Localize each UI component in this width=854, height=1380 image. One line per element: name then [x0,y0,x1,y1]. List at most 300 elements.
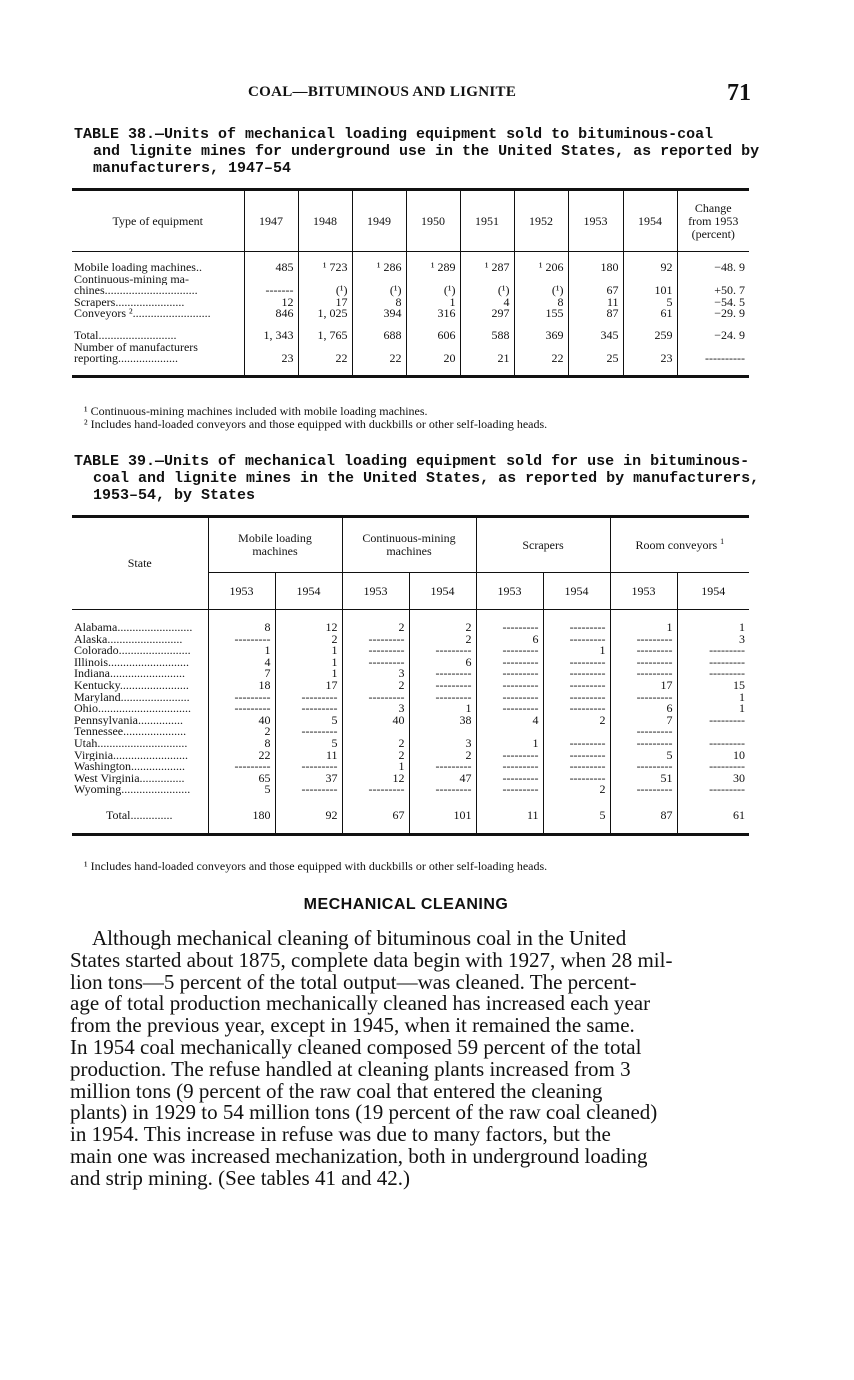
table-cell: 61 [660,308,673,320]
table39-total-value: 11 [476,808,543,823]
table38-caption [74,126,760,177]
table-cell: --------- [636,645,673,657]
table-cell: ------- [265,285,294,297]
table39-state-labels [72,622,208,796]
table39-column [410,622,476,796]
table-cell: Tennessee..................... [74,726,187,738]
table-cell: ---------- [705,353,745,365]
table-cell: 2 [398,679,405,692]
table39-column [343,622,409,796]
table39-column [477,622,543,796]
table-cell: 18 [258,679,271,692]
table38-column [624,330,677,365]
table-cell: 369 [545,329,564,342]
table-cell: 846 [275,308,294,320]
table-cell: 4 [264,656,271,669]
table-cell: 394 [383,308,402,320]
table-cell: 40 [258,714,271,727]
table39-header-year: 1953 [342,573,409,610]
table-cell: −29. 9 [714,308,745,320]
table-cell: 2 [264,726,271,738]
table-cell: −24. 9 [714,329,745,342]
table39-caption-line: TABLE 39.—Units of mechanical loading equipment sold for use in bituminous- [74,453,750,470]
table-cell: 12 [281,296,294,309]
table39-total-value: 180 [208,808,275,823]
table-cell [569,342,623,354]
table-cell: 3 [739,633,746,646]
table-cell: --------- [636,691,673,704]
table39-header-year: 1953 [476,573,543,610]
table38-column [569,330,623,365]
table-cell: 92 [660,262,673,274]
table-cell: (¹) [551,285,564,297]
table-cell: --------- [569,772,606,785]
table-cell: 2 [465,749,472,762]
table39-total-value: 67 [342,808,409,823]
table-cell: +50. 7 [714,285,745,297]
table-cell: 1, 343 [263,329,294,342]
table-cell: Mobile loading machines.. [74,262,202,274]
table-cell: 8 [395,296,402,309]
table38-column [407,330,460,365]
table-cell: --------- [301,784,338,796]
section-heading: MECHANICAL CLEANING [303,896,509,913]
table-cell: 1, 025 [317,308,348,320]
table39-header-year: 1954 [677,573,749,610]
table39-column [209,622,275,796]
table-cell: --------- [502,761,539,773]
table-cell: --------- [502,645,539,657]
table-cell: (¹) [497,285,510,297]
table-cell: 5 [666,296,673,309]
table-cell: --------- [569,656,606,669]
table39-footnote: ¹ Includes hand-loaded conveyors and those equipped with duckbills or other self-loading heads. [84,859,548,873]
table-cell: 2 [465,633,472,646]
table38-header-change [677,190,749,252]
table-cell: West Virginia............... [74,772,185,785]
table-cell: --------- [636,737,673,750]
table-cell: --------- [368,656,405,669]
table-cell: --------- [709,714,746,727]
table-cell [353,274,406,286]
table-cell: 1 [739,691,746,704]
table-cell: 1 [449,296,456,309]
table-cell: Ohio............................... [74,703,191,715]
table-cell: ¹ 286 [376,262,402,274]
table-cell [678,274,750,286]
table-cell: --------- [636,656,673,669]
table38-column [299,262,352,320]
table38-column [245,262,298,320]
table-cell: 297 [491,308,510,320]
table39-total-value: 87 [610,808,677,823]
table-cell: 87 [606,308,619,320]
table-cell: Continuous-mining ma- [74,273,189,286]
table-cell: --------- [709,761,746,773]
table-cell: --------- [502,784,539,796]
table-cell: ¹ 287 [484,262,510,274]
table-cell: --------- [301,726,338,738]
table39-footnotes [84,860,547,873]
table39-total-row [72,808,749,823]
running-head [0,80,854,108]
table-cell [245,274,298,286]
table-cell: 345 [600,329,619,342]
table-cell: --------- [502,679,539,692]
table-cell: --------- [502,622,539,634]
table-cell [410,726,476,738]
table-cell: Alaska......................... [74,633,183,646]
table-cell: --------- [502,749,539,762]
table-cell [245,342,298,354]
table38-change-column [678,330,750,365]
table-cell: 485 [275,262,294,274]
table-cell: 65 [258,772,271,785]
table-cell: --------- [709,668,746,680]
table-cell: −48. 9 [714,262,745,274]
table-cell: 17 [335,296,348,309]
table-cell: 51 [660,772,673,785]
table39-header-year: 1954 [543,573,610,610]
table-cell: --------- [569,622,606,634]
table-cell: 38 [459,714,472,727]
table39-total-value: 101 [409,808,476,823]
table-cell: --------- [368,633,405,646]
table-cell: 588 [491,329,510,342]
paragraph-line: production. The refuse handled at cleaning plants increased from 3 [70,1056,631,1081]
table-cell: 155 [545,308,564,320]
table39-header-group-line: Scrapers [522,537,564,552]
table-cell: --------- [435,668,472,680]
table-cell: 6 [532,633,539,646]
table38-caption-line: manufacturers, 1947–54 [93,160,292,177]
table-cell: ¹ 723 [322,262,348,274]
table-cell: --------- [709,656,746,669]
table38-footnotes [84,405,547,431]
table-cell: 2 [599,784,606,796]
paragraph-line: lion tons—5 percent of the total output—was cleaned. The percent- [70,969,637,994]
table-cell: --------- [368,691,405,704]
paragraph-line: States started about 1875, complete data begin with 1927, when 28 mil- [70,947,673,972]
table-cell: 101 [654,285,673,297]
table-cell: --------- [502,668,539,680]
table39-header-group-line: Mobile loading [238,531,312,545]
table38-column [461,330,514,365]
table38 [72,188,749,378]
table39-header-group-line: Room conveyors [635,537,718,552]
table-cell: --------- [301,761,338,773]
table39-column [678,622,750,796]
table-cell: --------- [234,633,271,646]
table-cell: --------- [502,656,539,669]
table-cell: --------- [301,703,338,715]
table38-header-type: Type of equipment [72,190,244,252]
table38-group-totals [72,330,749,365]
table-cell [477,726,543,738]
table-cell: --------- [368,645,405,657]
table-cell: 1 [331,668,338,680]
table-cell: Indiana......................... [74,668,185,680]
table-cell: 606 [437,329,456,342]
table-cell: --------- [636,761,673,773]
table-cell: --------- [234,691,271,704]
table-cell: Kentucky....................... [74,679,189,692]
table-cell: 10 [733,749,746,762]
table39-total-value: 92 [275,808,342,823]
table39-header-state: State [72,517,208,610]
table-cell: 20 [443,353,456,365]
table-cell: reporting.................... [74,353,178,365]
table-cell: 22 [551,353,564,365]
table-cell: --------- [502,703,539,715]
table-cell: 17 [325,679,338,692]
table-cell: 21 [497,353,510,365]
table38-column [569,262,623,320]
table-cell: −54. 5 [714,296,745,309]
table-cell [299,342,352,354]
table-cell: --------- [569,679,606,692]
table-cell: ¹ 289 [430,262,456,274]
table-cell [569,274,623,286]
table-cell: 3 [398,703,405,715]
paragraph-line: in 1954. This increase in refuse was due to many factors, but the [70,1122,611,1147]
table-cell: 4 [503,296,510,309]
table-cell: Utah.............................. [74,737,188,750]
table38-header-year: 1954 [623,190,677,252]
table-cell: --------- [709,645,746,657]
paragraph-line: main one was increased mechanization, both in underground loading [70,1143,648,1168]
table-cell: 1 [532,737,539,750]
table-cell: Number of manufacturers [74,341,198,354]
table-cell: (¹) [443,285,456,297]
table-cell: 1 [599,645,606,657]
table-cell: 37 [325,772,338,785]
table-cell: --------- [502,691,539,704]
table38-caption-line: and lignite mines for underground use in the United States, as reported by [93,143,760,160]
table-cell: 316 [437,308,456,320]
table-cell: Washington.................. [74,761,186,773]
table-cell: Maryland....................... [74,691,190,704]
table38-column [299,330,352,365]
table39-caption-line: coal and lignite mines in the United States, as reported by manufacturers, [93,470,760,487]
table39 [72,515,749,836]
table-cell: --------- [435,691,472,704]
table38-header-year: 1948 [298,190,352,252]
table38-labels [72,330,244,365]
table-cell: Alabama......................... [74,622,193,634]
table-cell: 2 [398,622,405,634]
table38-column [515,262,568,320]
table-cell: 1 [739,622,746,634]
table-cell: 8 [264,622,271,634]
table38-header-change-line: (percent) [691,226,735,241]
table-cell [407,274,460,286]
table-cell: --------- [569,737,606,750]
table-cell: --------- [636,633,673,646]
table39-header-year: 1953 [610,573,677,610]
table-cell: 2 [398,737,405,750]
paragraph-line: plants) in 1929 to 54 million tons (19 percent of the raw coal cleaned) [70,1100,658,1125]
table39-caption-line: 1953–54, by States [93,487,256,504]
table39-header-group-line: machines [386,544,432,558]
table39-total-label: Total.............. [106,807,173,822]
table39-header-year: 1954 [275,573,342,610]
table38-column [353,262,406,320]
table-cell: --------- [709,784,746,796]
table38-caption-line: TABLE 38.—Units of mechanical loading equipment sold to bituminous-coal [74,126,714,143]
table-cell: Conveyors ².......................... [74,308,211,320]
table-cell: Wyoming....................... [74,784,191,796]
table38-labels [72,262,244,320]
table-cell: Total.......................... [74,329,177,342]
table39-footnote-marker: 1 [720,536,725,546]
table38-header-year: 1953 [568,190,623,252]
table-cell: 23 [281,353,294,365]
table38-header-year: 1949 [352,190,406,252]
table-cell: 6 [465,656,472,669]
table-cell: 30 [733,772,746,785]
table39-header-group-line: machines [252,544,298,558]
table39-total-value: 5 [543,808,610,823]
table-cell: 1 [465,703,472,715]
table-cell: 8 [557,296,564,309]
table39-header-group-line: Continuous-mining [362,531,456,545]
table38-footnote: ² Includes hand-loaded conveyors and those equipped with duckbills or other self-loading heads. [84,417,548,431]
table39-header-group [208,517,342,573]
table-cell [515,342,568,354]
table39-column [544,622,610,796]
table-cell: 47 [459,772,472,785]
table-cell: 11 [325,749,338,762]
table38-header-year: 1951 [460,190,514,252]
table-cell [353,342,406,354]
table-cell: --------- [569,691,606,704]
table39-column [611,622,677,796]
table-cell: 688 [383,329,402,342]
table-cell: 11 [606,296,619,309]
table-cell: 12 [392,772,405,785]
table38-header-year: 1950 [406,190,460,252]
table39-column [276,622,342,796]
table-cell: --------- [569,761,606,773]
table-cell: --------- [636,668,673,680]
table38-header-change-line: Change [694,200,732,215]
table-cell: --------- [502,772,539,785]
table-cell: --------- [435,679,472,692]
table-cell: 7 [264,668,271,680]
table-cell: 2 [599,714,606,727]
table-cell: --------- [569,668,606,680]
table-cell: 1 [264,645,271,657]
table38-header-year: 1947 [244,190,298,252]
table-cell: 1 [739,703,746,715]
table-cell [624,274,677,286]
table39-states-block [72,622,749,796]
table38-header-change-line: from 1953 [688,213,739,228]
table39-header-group [610,517,749,573]
table-cell [544,726,610,738]
table-cell: 7 [666,714,673,727]
table-cell: 12 [325,622,338,634]
paragraph-line: from the previous year, except in 1945, when it remained the same. [70,1013,635,1038]
body-paragraph [70,928,750,1190]
table38-column [245,330,298,365]
table-cell: --------- [636,726,673,738]
table-cell: 2 [331,633,338,646]
table-cell: 17 [660,679,673,692]
table38-header-year: 1952 [514,190,568,252]
table38-column [515,330,568,365]
table-cell: --------- [435,784,472,796]
table-cell: Virginia......................... [74,749,189,762]
table-cell [461,342,514,354]
table-cell: --------- [636,784,673,796]
table-cell: --------- [569,749,606,762]
table-cell: 1 [331,656,338,669]
paragraph-line: Although mechanical cleaning of bituminous coal in the United [92,926,627,950]
paragraph-line: In 1954 coal mechanically cleaned composed 59 percent of the total [70,1034,642,1059]
table-cell: --------- [368,784,405,796]
table-cell: 22 [335,353,348,365]
table-cell: 1 [666,622,673,634]
table39-caption [74,453,760,504]
table-cell: 5 [331,737,338,750]
table-cell: 40 [392,714,405,727]
table-cell: --------- [569,703,606,715]
table-cell: 23 [660,353,673,365]
table-cell: (¹) [335,285,348,297]
table-cell: 67 [606,285,619,297]
table-cell: 1, 765 [317,329,348,342]
table38-column [624,262,677,320]
table-cell: 5 [264,784,271,796]
table38-column [353,330,406,365]
table-cell: 259 [654,329,673,342]
table-cell: --------- [435,761,472,773]
table-cell: 5 [331,714,338,727]
table-cell: 8 [264,737,271,750]
table-cell: 3 [398,668,405,680]
table38-change-column [678,262,750,320]
table38-group-equipment [72,262,749,320]
paragraph-line: age of total production mechanically cleaned has increased each year [70,991,651,1016]
table-cell: Illinois........................... [74,656,190,669]
running-title: COAL—BITUMINOUS AND LIGNITE [248,84,517,100]
page-number: 71 [727,80,751,106]
table38-footnote: ¹ Continuous-mining machines included with mobile loading machines. [84,404,428,418]
table-cell [299,274,352,286]
table39-total-value: 61 [677,808,749,823]
table-cell: 2 [465,622,472,634]
table-cell: (¹) [389,285,402,297]
table-cell: --------- [234,703,271,715]
table-cell: 2 [398,749,405,762]
table-cell: 1 [331,645,338,657]
table-cell [678,726,750,738]
table-cell [515,274,568,286]
table-cell [624,342,677,354]
paragraph-line: and strip mining. (See tables 41 and 42.) [70,1165,411,1190]
table-cell: 15 [733,679,746,692]
table-cell: 5 [666,749,673,762]
table39-header-year: 1954 [409,573,476,610]
table-cell: --------- [569,633,606,646]
table-cell: Colorado........................ [74,645,191,657]
table-cell: Scrapers....................... [74,296,185,309]
table-cell: 4 [532,714,539,727]
table-cell: --------- [709,737,746,750]
table-cell [678,342,750,354]
